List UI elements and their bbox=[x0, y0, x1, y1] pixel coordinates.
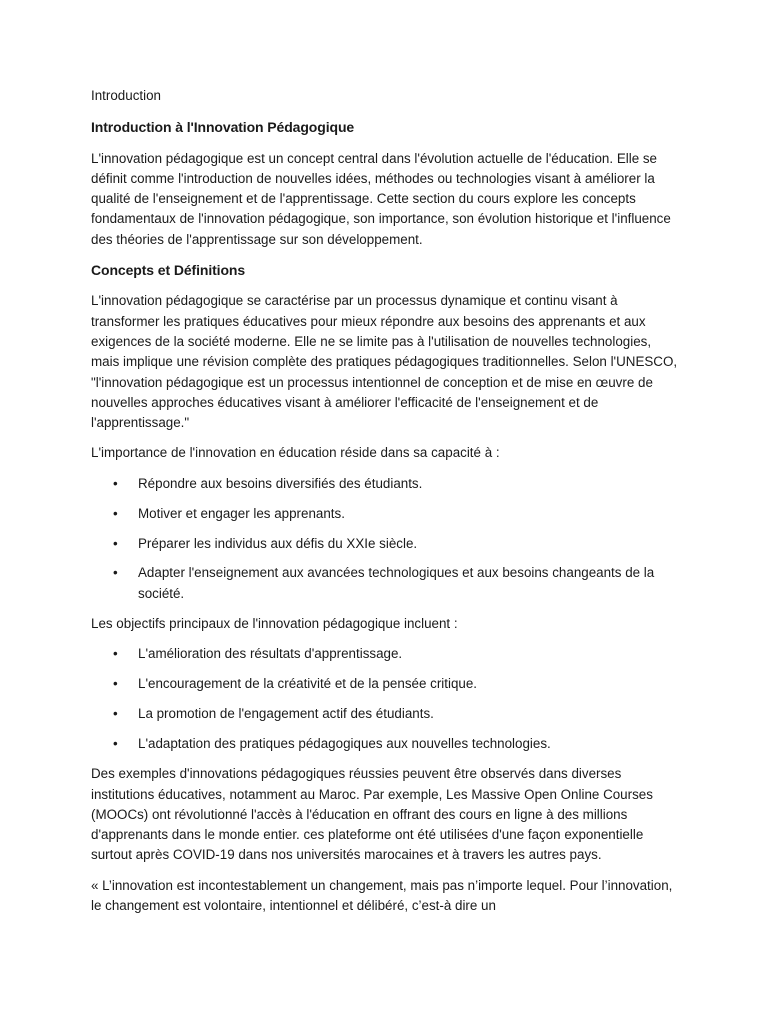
quote-paragraph: « L’innovation est incontestablement un changement, mais pas n’importe lequel. Pour l’innovation, le changement est volontaire, intentionnel et délibéré, c’est-à dire un bbox=[91, 877, 673, 914]
section-heading-introduction: Introduction à l'Innovation Pédagogique bbox=[91, 119, 355, 136]
list-item: • Répondre aux besoins diversifiés des étudiants. bbox=[91, 474, 681, 494]
intro-paragraph: L'innovation pédagogique est un concept central dans l'évolution actuelle de l'éducation. Elle se définit comme l'introduction de nouvelles idées, méthodes ou technologies visant à améliorer la qualité de l'enseignement et de l'apprentissage. Cette section du cours explore les concepts fondamentaux de l'innovation pédagogique, son importance, son évolution historique et l'influence des théories de l'apprentissage sur son développement. bbox=[91, 150, 671, 247]
list-item: • L'adaptation des pratiques pédagogiques aux nouvelles technologies. bbox=[91, 734, 681, 754]
list-item: • Motiver et engager les apprenants. bbox=[91, 504, 681, 524]
list-item: • Adapter l'enseignement aux avancées technologiques et aux besoins changeants de la société. bbox=[91, 563, 681, 604]
list-item: • La promotion de l'engagement actif des étudiants. bbox=[91, 704, 681, 724]
document-page bbox=[91, 86, 681, 926]
objectives-intro: Les objectifs principaux de l'innovation pédagogique incluent : bbox=[91, 616, 458, 632]
objectives-list bbox=[91, 644, 681, 754]
list-item: • L'encouragement de la créativité et de la pensée critique. bbox=[91, 674, 681, 694]
document-label: Introduction bbox=[91, 88, 161, 103]
concepts-paragraph: L'innovation pédagogique se caractérise par un processus dynamique et continu visant à transformer les pratiques éducatives pour mieux répondre aux besoins des apprenants et aux exigences de la société moderne. Elle ne se limite pas à l'utilisation de nouvelles technologies, mais implique une révision complète des pratiques pédagogiques traditionnelles. Selon l'UNESCO, "l'innovation pédagogique est un processus intentionnel de conception et de mise en œuvre de nouvelles approches éducatives visant à améliorer l'efficacité de l'enseignement et de l'apprentissage." bbox=[91, 293, 678, 431]
list-item: • Préparer les individus aux défis du XXIe siècle. bbox=[91, 534, 681, 554]
examples-paragraph: Des exemples d'innovations pédagogiques réussies peuvent être observés dans diverses institutions éducatives, notamment au Maroc. Par exemple, Les Massive Open Online Courses (MOOCs) ont révolutionné l'accès à l'éducation en offrant des cours en ligne à des millions d'apprenants dans le monde entier. ces plateforme ont été utilisées d'une façon exponentielle surtout après COVID-19 dans nos universités marocaines et à travers les autres pays. bbox=[91, 766, 653, 863]
importance-list bbox=[91, 474, 681, 604]
importance-intro: L'importance de l'innovation en éducation réside dans sa capacité à : bbox=[91, 445, 500, 461]
section-heading-concepts: Concepts et Définitions bbox=[91, 262, 246, 279]
list-item: • L'amélioration des résultats d'apprentissage. bbox=[91, 644, 681, 664]
